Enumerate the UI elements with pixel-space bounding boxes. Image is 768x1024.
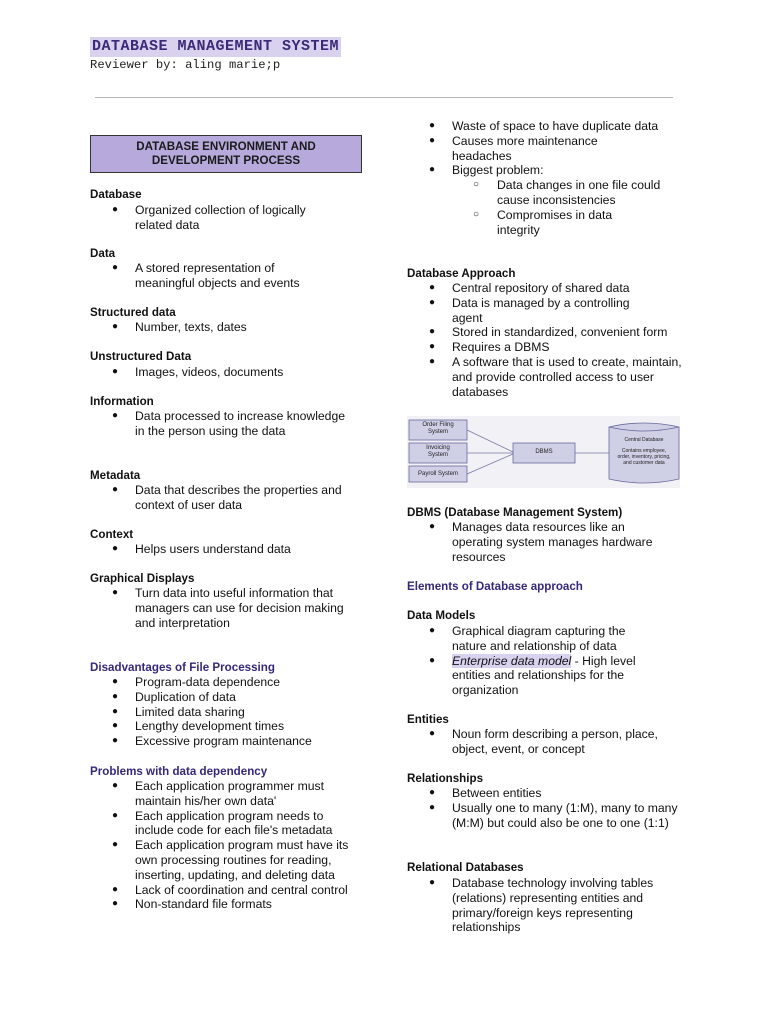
problems-list — [90, 779, 363, 912]
list-item: ● Organized collection of logically related data — [112, 203, 306, 232]
data-models-list — [407, 624, 677, 698]
list-item: ● Central repository of shared data — [429, 281, 630, 295]
list-item: ● Enterprise data model - High level entities and relationships for the organization — [429, 653, 636, 698]
term-structured-data: Structured data — [90, 306, 176, 319]
reviewer-line: Reviewer by: aling marie;p — [90, 58, 281, 72]
list-item: ● Causes more maintenance headaches — [429, 133, 598, 163]
term-data: Data — [90, 247, 116, 260]
sub-list-item: ○ Compromises in data integrity — [473, 207, 613, 237]
database-bullets — [90, 203, 380, 233]
list-item: ● A software that is used to create, maintain, and provide controlled access to user databases — [429, 354, 682, 399]
database-approach-list — [407, 281, 684, 399]
list-item: ● Graphical diagram capturing the nature and relationship of data — [429, 624, 626, 653]
list-item: ● Requires a DBMS — [429, 340, 550, 355]
list-item: ● Lack of coordination and central control — [112, 882, 348, 897]
relational-databases-list — [407, 876, 662, 935]
term-context: Context — [90, 528, 134, 541]
term-entities: Entities — [407, 713, 449, 726]
list-item: ● Waste of space to have duplicate data — [429, 119, 659, 133]
list-item: ● Each application programmer must maintain his/her own data' — [112, 779, 324, 808]
list-item: ● Program-data dependence — [112, 675, 280, 689]
term-information: Information — [90, 395, 154, 408]
list-item: ● Turn data into useful information that managers can use for decision making and interpretation — [112, 586, 344, 630]
horizontal-divider — [95, 97, 673, 98]
list-item: ● Limited data sharing — [112, 704, 245, 719]
section-heading-text: DATABASE ENVIRONMENT AND DEVELOPMENT PROCESS — [136, 140, 316, 167]
information-bullets — [90, 409, 355, 439]
document-title: DATABASE MANAGEMENT SYSTEM — [92, 38, 340, 55]
diagram-order-filing-label: Order Filing System — [422, 422, 454, 435]
file-processing-issues-list — [407, 119, 682, 237]
enterprise-data-model-highlight: Enterprise data model — [452, 653, 572, 668]
data-bullets — [90, 261, 335, 291]
list-item: ● Images, videos, documents — [112, 365, 284, 379]
term-dbms: DBMS (Database Management System) — [407, 506, 623, 519]
problems-heading: Problems with data dependency — [90, 765, 268, 778]
list-item: ● Non-standard file formats — [112, 897, 272, 912]
sub-list-item: ○ Data changes in one file could cause inconsistencies — [473, 178, 661, 207]
list-item: ● Number, texts, dates — [112, 320, 247, 334]
term-unstructured-data: Unstructured Data — [90, 350, 192, 363]
diagram-central-db-desc: Contains employee, order, inventory, pricing, and customer data — [617, 448, 671, 466]
unstructured-data-bullets — [90, 365, 283, 380]
diagram-central-db-title: Central Database — [624, 437, 664, 443]
term-database: Database — [90, 188, 142, 201]
diagram-payroll-label: Payroll System — [417, 471, 458, 477]
section-heading-box — [90, 135, 362, 173]
diagram-invoicing-label: Invoicing System — [426, 445, 450, 458]
diagram-dbms-label: DBMS — [535, 449, 553, 455]
disadvantages-heading: Disadvantages of File Processing — [90, 661, 275, 674]
term-graphical-displays: Graphical Displays — [90, 572, 195, 585]
list-item: ● Usually one to many (1:M), many to many (M:M) but could also be one to one (1:1) — [429, 800, 678, 830]
entities-list — [407, 727, 662, 757]
term-data-models: Data Models — [407, 609, 476, 622]
term-relational-databases: Relational Databases — [407, 861, 524, 874]
metadata-bullets — [90, 483, 355, 513]
database-approach-diagram — [407, 416, 680, 488]
list-item: ● A stored representation of meaningful objects and events — [112, 261, 300, 290]
list-item: ● Stored in standardized, convenient form — [429, 325, 668, 340]
list-item: ● Helps users understand data — [112, 542, 291, 556]
sub-list — [452, 178, 682, 237]
term-relationships: Relationships — [407, 772, 484, 785]
list-item: ● Each application program must have its own processing routines for reading, inserting, updating, and deleting data — [112, 838, 349, 882]
list-item: ● Data is managed by a controlling agent — [429, 295, 630, 325]
list-item: ● Between entities — [429, 786, 542, 800]
term-database-approach: Database Approach — [407, 267, 516, 280]
graphical-displays-bullets — [90, 586, 367, 630]
list-item: ● Database technology involving tables (relations) representing entities and primary/foreign keys representing relationships — [429, 876, 654, 935]
list-item: ● Excessive program maintenance — [112, 734, 312, 749]
list-item: ● Data processed to increase knowledge in the person using the data — [112, 409, 346, 438]
term-metadata: Metadata — [90, 469, 141, 482]
disadvantages-list — [90, 675, 312, 749]
context-bullets — [90, 542, 291, 557]
list-item: ● Each application program needs to include code for each file's metadata — [112, 808, 333, 838]
list-item: ● Lengthy development times — [112, 719, 285, 734]
list-item: ● Biggest problem: ○ Data changes in one file could cause inconsistencies ○ Compromises in data integrity — [407, 163, 682, 237]
structured-data-bullets — [90, 320, 247, 335]
elements-heading: Elements of Database approach — [407, 580, 583, 593]
dbms-list — [407, 520, 662, 564]
relationships-list — [407, 786, 682, 830]
list-item: ● Duplication of data — [112, 689, 236, 704]
list-item: ● Manages data resources like an operating system manages hardware resources — [429, 520, 653, 564]
list-item: ● Data that describes the properties and context of user data — [112, 483, 342, 512]
list-item: ● Noun form describing a person, place, object, event, or concept — [429, 727, 658, 756]
